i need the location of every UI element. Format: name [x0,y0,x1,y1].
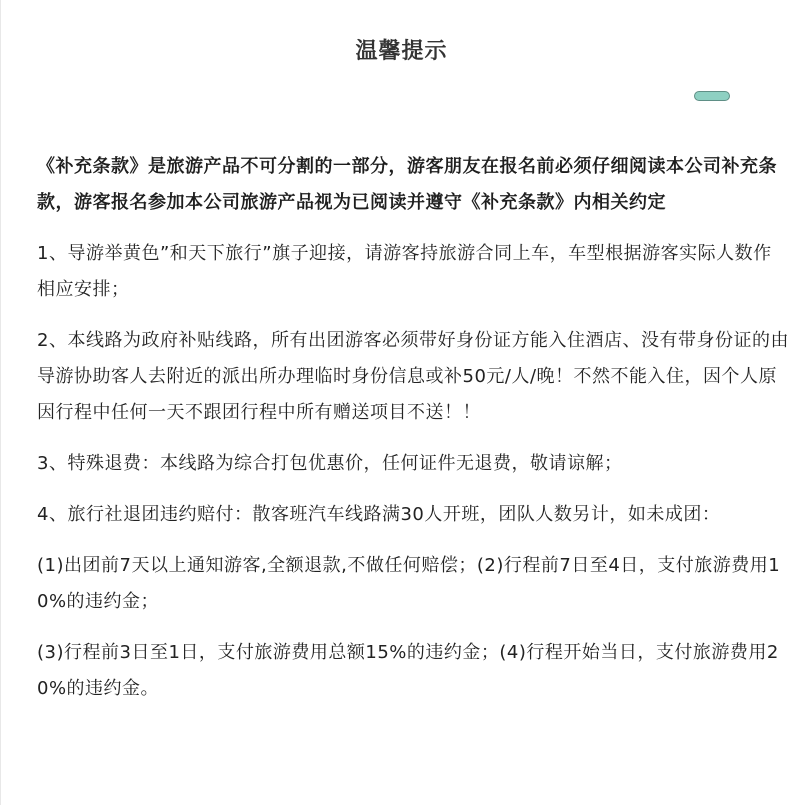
notice-item-3: 3、特殊退费：本线路为综合打包优惠价，任何证件无退费，敬请谅解； [37,453,623,474]
intro-paragraph: 《补充条款》是旅游产品不可分割的一部分，游客朋友在报名前必须仔细阅读本公司补充条款，游客报名参加本公司旅游产品视为已阅读并遵守《补充条款》内相关约定 [37,156,777,213]
notice-item-4-sub-2: (3)行程前3日至1日，支付旅游费用总额15%的违约金；(4)行程开始当日，支付旅游费用20%的违约金。 [37,642,779,699]
notice-content [37,149,789,722]
page-title: 温馨提示 [355,39,448,64]
notice-item-1: 1、导游举黄色”和天下旅行”旗子迎接，请游客持旅游合同上车，车型根据游客实际人数作相应安排； [37,243,772,300]
notice-item-4: 4、旅行社退团违约赔付：散客班汽车线路满30人开班，团队人数另计，如未成团： [37,504,721,525]
notice-item-4-sub-1: (1)出团前7天以上通知游客,全额退款,不做任何赔偿；(2)行程前7日至4日，支付旅游费用10%的违约金； [37,555,781,612]
notice-item-2: 2、本线路为政府补贴线路，所有出团游客必须带好身份证方能入住酒店、没有带身份证的由导游协助客人去附近的派出所办理临时身份信息或补50元/人/晚！不然不能入住，因个人原因行程中任何一天不跟团行程中所有赠送项目不送！！ [37,330,789,423]
decorative-pill [694,91,730,101]
